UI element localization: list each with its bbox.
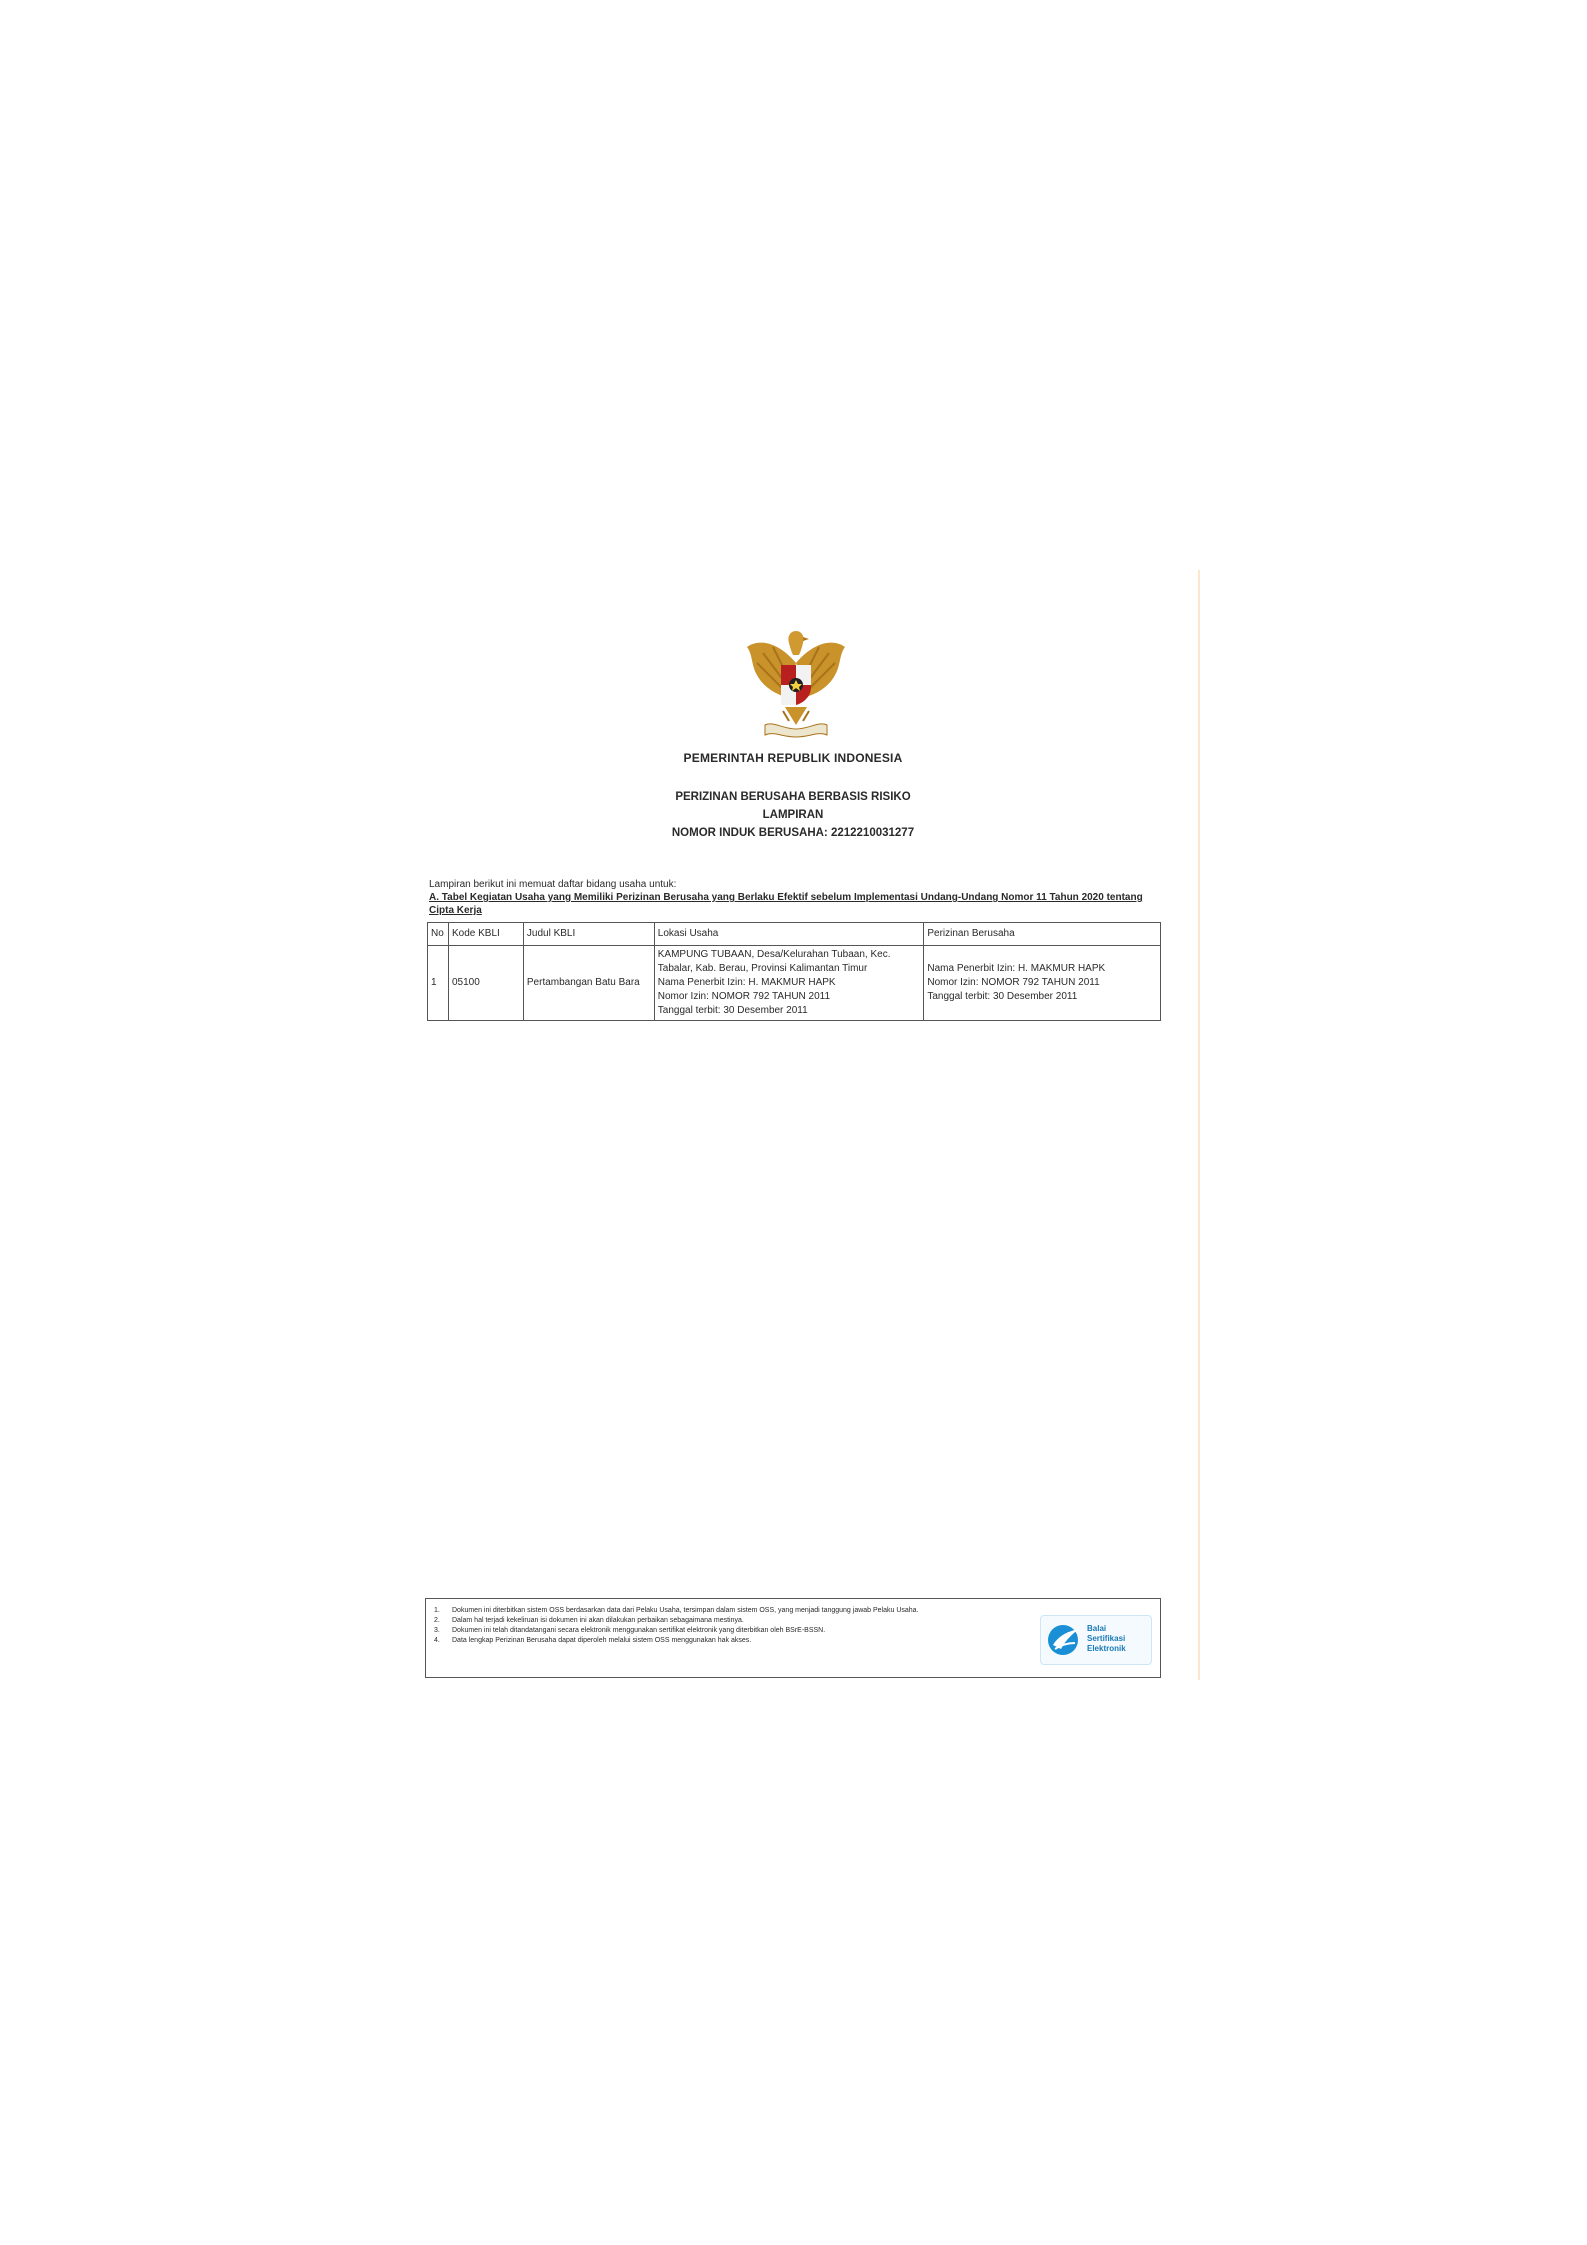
lokasi-address: KAMPUNG TUBAAN, Desa/Kelurahan Tubaan, Kec. Tabalar, Kab. Berau, Provinsi Kalimantan Timur	[657, 949, 891, 974]
kbli-table	[427, 922, 1161, 1021]
footer-note: 1. Dokumen ini diterbitkan sistem OSS berdasarkan data dari Pelaku Usaha, tersimpan dalam sistem OSS, yang menjadi tanggung jawab Pelaku Usaha.	[434, 1607, 919, 1614]
footer-note: 2. Dalam hal terjadi kekeliruan isi dokumen ini akan dilakukan perbaikan sebagaimana mestinya.	[434, 1617, 744, 1624]
bsre-logo-text: Balai Sertifikasi Elektronik	[1087, 1624, 1126, 1653]
cell-no: 1	[428, 946, 449, 1021]
column-header-kode: Kode KBLI	[448, 923, 523, 946]
footer-note: 3. Dokumen ini telah ditandatangani secara elektronik menggunakan sertifikat elektronik yang diterbitkan oleh BSrE-BSSN.	[434, 1627, 826, 1634]
footer-notes	[434, 1606, 1026, 1646]
page-edge-line	[1198, 570, 1200, 1680]
lokasi-nomor: Nomor Izin: NOMOR 792 TAHUN 2011	[657, 991, 831, 1002]
column-header-no: No	[428, 923, 449, 946]
table-row	[428, 946, 1161, 1021]
cell-judul: Pertambangan Batu Bara	[523, 946, 654, 1021]
izin-nomor: Nomor Izin: NOMOR 792 TAHUN 2011	[927, 977, 1100, 988]
cell-kode: 05100	[448, 946, 523, 1021]
section-title: A. Tabel Kegiatan Usaha yang Memiliki Perizinan Berusaha yang Berlaku Efektif sebelum Implementasi Undang-Undang Nomor 11 Tahun 2020 tentang Cipta Kerja	[429, 892, 1143, 916]
government-title: PEMERINTAH REPUBLIK INDONESIA	[683, 751, 903, 765]
bsre-logo	[1040, 1615, 1152, 1665]
footer-note: 4. Data lengkap Perizinan Berusaha dapat diperoleh melalui sistem OSS menggunakan hak akses.	[434, 1637, 752, 1644]
column-header-lokasi: Lokasi Usaha	[654, 923, 924, 946]
garuda-emblem-icon	[743, 625, 849, 741]
document-subheading: LAMPIRAN	[762, 809, 824, 821]
izin-tanggal: Tanggal terbit: 30 Desember 2011	[927, 991, 1078, 1002]
lokasi-penerbit: Nama Penerbit Izin: H. MAKMUR HAPK	[657, 977, 836, 988]
table-header-row	[428, 923, 1161, 946]
cell-perizinan	[924, 946, 1161, 1021]
column-header-judul: Judul KBLI	[523, 923, 654, 946]
izin-penerbit: Nama Penerbit Izin: H. MAKMUR HAPK	[927, 963, 1106, 974]
bsre-logo-icon	[1045, 1623, 1085, 1657]
document-page	[425, 625, 1161, 1685]
intro-text: Lampiran berikut ini memuat daftar bidang usaha untuk:	[429, 879, 677, 890]
column-header-perizinan: Perizinan Berusaha	[924, 923, 1161, 946]
cell-lokasi	[654, 946, 924, 1021]
footer-box	[425, 1598, 1161, 1678]
business-id-number: NOMOR INDUK BERUSAHA: 2212210031277	[671, 827, 915, 839]
lokasi-tanggal: Tanggal terbit: 30 Desember 2011	[657, 1005, 808, 1016]
document-heading: PERIZINAN BERUSAHA BERBASIS RISIKO	[675, 791, 911, 803]
intro-block	[429, 878, 1157, 917]
